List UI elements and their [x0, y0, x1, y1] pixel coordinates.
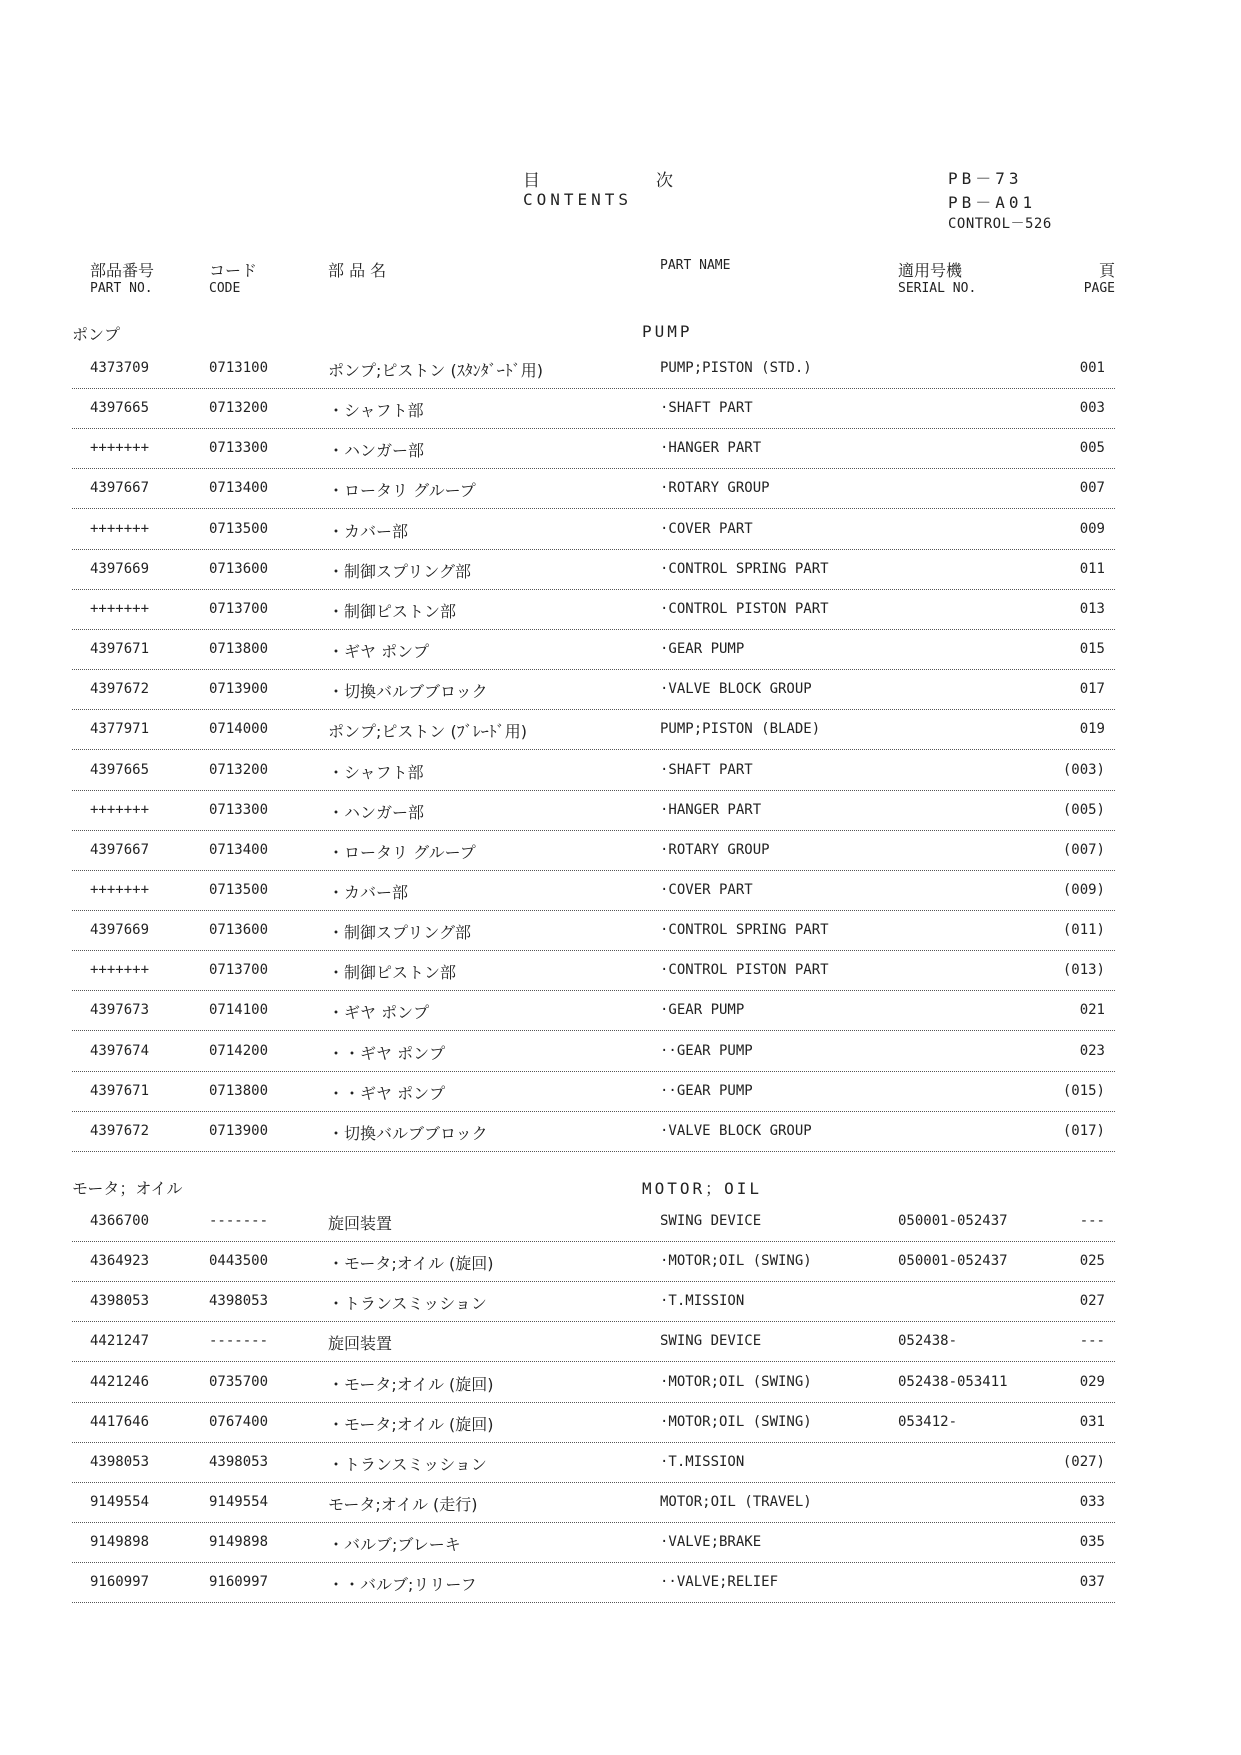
code-cell: 0713300 [209, 801, 269, 818]
part-number-cell: 4421246 [90, 1373, 150, 1390]
part-name-jp-cell: ・モータ;オイル (旋回) [328, 1374, 494, 1394]
part-number-cell: 4373709 [90, 360, 150, 376]
table-row [72, 348, 1115, 389]
part-name-en-cell: SWING DEVICE [660, 1213, 762, 1229]
title-en: CONTENTS [523, 190, 633, 209]
part-name-jp-cell: ・トランスミッション [328, 1294, 487, 1314]
part-name-en-cell: ·GEAR PUMP [660, 641, 745, 658]
table-row [72, 1281, 1115, 1322]
doc-code-3: CONTROL－526 [948, 216, 1052, 232]
code-cell: 0713500 [209, 520, 269, 537]
code-cell: 9149898 [209, 1534, 269, 1551]
page-cell: --- [1079, 1333, 1105, 1350]
code-cell: 4398053 [209, 1453, 269, 1470]
serial-number-cell: 050001-052437 [898, 1253, 1008, 1270]
page-cell: 021 [1079, 1002, 1105, 1019]
part-name-jp-cell: ・制御ピストン部 [328, 963, 457, 983]
part-name-jp-cell: ・ロータリ グループ [328, 842, 476, 862]
serial-number-cell: 053412- [898, 1413, 958, 1430]
page-cell: 015 [1079, 641, 1105, 658]
page-cell: (009) [1062, 881, 1105, 898]
code-cell: 0714100 [209, 1002, 269, 1019]
header-name-jp: 部 品 名 [328, 261, 387, 280]
part-name-jp-cell: ・制御スプリング部 [328, 923, 472, 943]
page-cell: 003 [1079, 400, 1105, 417]
code-cell: 0713900 [209, 681, 269, 698]
part-name-en-cell: ·CONTROL SPRING PART [660, 922, 829, 939]
page-cell: (003) [1062, 761, 1105, 778]
part-number-cell: +++++++ [90, 520, 150, 537]
title-jp [523, 166, 673, 191]
page-cell: 001 [1079, 360, 1105, 376]
section-title-en: PUMP [642, 322, 693, 341]
part-number-cell: 4364923 [90, 1253, 150, 1270]
part-name-jp-cell: ・ギヤ ポンプ [328, 642, 430, 662]
table-row [72, 1362, 1115, 1403]
code-cell: 0713700 [209, 600, 269, 617]
part-number-cell: 4397672 [90, 681, 150, 698]
part-number-cell: +++++++ [90, 440, 150, 457]
part-number-cell: 4397669 [90, 922, 150, 939]
code-cell: 0713200 [209, 400, 269, 417]
table-row [72, 509, 1115, 550]
part-name-jp-cell: ・シャフト部 [328, 401, 424, 421]
part-number-cell: 4397672 [90, 1122, 150, 1139]
header-part-jp: 部品番号 [90, 261, 155, 280]
doc-code-1: PB－73 [948, 169, 1023, 188]
part-number-cell: 4397665 [90, 400, 150, 417]
part-number-cell: 4397674 [90, 1042, 150, 1059]
table-row [72, 1482, 1115, 1523]
part-name-en-cell: PUMP;PISTON (BLADE) [660, 721, 821, 738]
page-cell: (007) [1062, 841, 1105, 858]
part-name-jp-cell: ・モータ;オイル (旋回) [328, 1254, 494, 1274]
part-name-en-cell: ·T.MISSION [660, 1453, 745, 1470]
part-number-cell: 4397665 [90, 761, 150, 778]
code-cell: 0713600 [209, 922, 269, 939]
code-cell: 0713500 [209, 881, 269, 898]
code-cell: 0713700 [209, 962, 269, 979]
part-name-jp-cell: モータ;オイル (走行) [328, 1495, 478, 1515]
header-serial-en: SERIAL NO. [898, 281, 977, 296]
part-name-en-cell: ·MOTOR;OIL (SWING) [660, 1253, 812, 1270]
table-row [72, 870, 1115, 911]
table-row [72, 589, 1115, 630]
table-row [72, 950, 1115, 991]
part-name-en-cell: ·MOTOR;OIL (SWING) [660, 1413, 812, 1430]
code-cell: ------- [209, 1333, 269, 1350]
part-number-cell: 4398053 [90, 1453, 150, 1470]
section-title-en: MOTOR；OIL [642, 1179, 763, 1198]
part-number-cell: +++++++ [90, 801, 150, 818]
table-row [72, 1201, 1115, 1242]
page-cell: 031 [1079, 1413, 1105, 1430]
table-row [72, 990, 1115, 1031]
part-name-jp-cell: 旋回装置 [328, 1334, 393, 1354]
code-cell: 0714000 [209, 721, 269, 738]
header-code-en: CODE [209, 281, 241, 296]
part-name-en-cell: ·VALVE;BRAKE [660, 1534, 762, 1551]
part-number-cell: 4397667 [90, 841, 150, 858]
table-row [72, 1522, 1115, 1563]
page-cell: 005 [1079, 440, 1105, 457]
part-name-jp-cell: ・シャフト部 [328, 762, 424, 782]
table-row [72, 629, 1115, 670]
part-name-jp-cell: ・切換バルブブロック [328, 1123, 488, 1143]
part-name-en-cell: PUMP;PISTON (STD.) [660, 360, 812, 376]
page-cell: --- [1079, 1213, 1105, 1229]
page-cell: (015) [1062, 1082, 1105, 1099]
part-number-cell: 9149554 [90, 1494, 150, 1511]
page-cell: (017) [1062, 1122, 1105, 1139]
table-row [72, 790, 1115, 831]
part-name-jp-cell: ・切換バルブブロック [328, 682, 488, 702]
code-cell: 0713800 [209, 641, 269, 658]
serial-number-cell: 052438-053411 [898, 1373, 1008, 1390]
part-name-jp-cell: 旋回装置 [328, 1214, 393, 1233]
code-cell: 0443500 [209, 1253, 269, 1270]
part-name-en-cell: ·ROTARY GROUP [660, 841, 770, 858]
page-cell: 019 [1079, 721, 1105, 738]
title-jp-2: 次 [656, 171, 673, 191]
page-cell: 033 [1079, 1494, 1105, 1511]
part-name-en-cell: ·GEAR PUMP [660, 1002, 745, 1019]
code-cell: 0713100 [209, 360, 269, 376]
table-row [72, 709, 1115, 750]
part-name-jp-cell: ポンプ;ピストン (ﾌﾞﾚｰﾄﾞ用) [328, 722, 527, 742]
part-name-en-cell: ··GEAR PUMP [660, 1082, 753, 1099]
table-row [72, 388, 1115, 429]
code-cell: 9160997 [209, 1574, 269, 1591]
page-cell: (013) [1062, 962, 1105, 979]
table-row [72, 1402, 1115, 1443]
page-cell: (027) [1062, 1453, 1105, 1470]
table-row [72, 549, 1115, 590]
section-title-jp: ポンプ [72, 325, 121, 344]
part-name-en-cell: ·VALVE BLOCK GROUP [660, 681, 812, 698]
page-cell: 013 [1079, 600, 1105, 617]
page-cell: 037 [1079, 1574, 1105, 1591]
table-row [72, 1071, 1115, 1112]
part-name-en-cell: ·SHAFT PART [660, 761, 753, 778]
part-name-jp-cell: ・トランスミッション [328, 1454, 487, 1474]
page-cell: 027 [1079, 1293, 1105, 1310]
part-name-en-cell: ·HANGER PART [660, 440, 762, 457]
code-cell: 0735700 [209, 1373, 269, 1390]
part-name-jp-cell: ・ロータリ グループ [328, 481, 476, 501]
table-row [72, 1111, 1115, 1152]
code-cell: 0713800 [209, 1082, 269, 1099]
part-name-en-cell: SWING DEVICE [660, 1333, 762, 1350]
part-number-cell: 4397673 [90, 1002, 150, 1019]
part-name-en-cell: ·MOTOR;OIL (SWING) [660, 1373, 812, 1390]
part-number-cell: +++++++ [90, 962, 150, 979]
part-name-jp-cell: ・ハンガー部 [328, 802, 425, 822]
code-cell: ------- [209, 1213, 269, 1229]
table-row [72, 669, 1115, 710]
table-row [72, 1031, 1115, 1072]
code-cell: 0767400 [209, 1413, 269, 1430]
header-code-jp: コード [209, 261, 258, 280]
part-name-en-cell: ·VALVE BLOCK GROUP [660, 1122, 812, 1139]
part-name-jp-cell: ・・バルブ;リリーフ [328, 1575, 477, 1595]
part-number-cell: 4366700 [90, 1213, 150, 1229]
part-number-cell: 4397671 [90, 1082, 150, 1099]
part-name-en-cell: ·ROTARY GROUP [660, 480, 770, 497]
page-cell: 023 [1079, 1042, 1105, 1059]
part-name-jp-cell: ・・ギヤ ポンプ [328, 1083, 446, 1103]
part-number-cell: 4398053 [90, 1293, 150, 1310]
table-row [72, 428, 1115, 469]
part-name-en-cell: MOTOR;OIL (TRAVEL) [660, 1494, 812, 1511]
table-row [72, 468, 1115, 509]
code-cell: 0713400 [209, 841, 269, 858]
page-cell: 017 [1079, 681, 1105, 698]
part-number-cell: 4377971 [90, 721, 150, 738]
page-cell: 035 [1079, 1534, 1105, 1551]
part-number-cell: +++++++ [90, 881, 150, 898]
header-name-en: PART NAME [660, 258, 731, 273]
part-name-jp-cell: ・モータ;オイル (旋回) [328, 1414, 494, 1434]
page-cell: (005) [1062, 801, 1105, 818]
code-cell: 4398053 [209, 1293, 269, 1310]
part-name-jp-cell: ・カバー部 [328, 521, 409, 541]
code-cell: 0713200 [209, 761, 269, 778]
part-name-en-cell: ·T.MISSION [660, 1293, 745, 1310]
table-row [72, 1562, 1115, 1603]
code-cell: 9149554 [209, 1494, 269, 1511]
doc-code-2: PB－A01 [948, 193, 1037, 212]
code-cell: 0713600 [209, 560, 269, 577]
part-name-jp-cell: ・バルブ;ブレーキ [328, 1535, 461, 1555]
title-jp-1: 目 [523, 171, 540, 191]
table-row [72, 750, 1115, 791]
part-number-cell: 9149898 [90, 1534, 150, 1551]
part-number-cell: 4397671 [90, 641, 150, 658]
part-name-en-cell: ·CONTROL PISTON PART [660, 600, 829, 617]
part-name-en-cell: ·COVER PART [660, 881, 753, 898]
section-title-jp: モータ；オイル [72, 1179, 183, 1198]
part-name-en-cell: ·COVER PART [660, 520, 753, 537]
part-name-jp-cell: ・ギヤ ポンプ [328, 1003, 430, 1023]
page-cell: 009 [1079, 520, 1105, 537]
page-cell: 007 [1079, 480, 1105, 497]
header-serial-jp: 適用号機 [898, 261, 963, 280]
part-number-cell: +++++++ [90, 600, 150, 617]
serial-number-cell: 052438- [898, 1333, 958, 1350]
code-cell: 0713300 [209, 440, 269, 457]
page-cell: (011) [1062, 922, 1105, 939]
page-cell: 011 [1079, 560, 1105, 577]
table-row [72, 1442, 1115, 1483]
code-cell: 0713900 [209, 1122, 269, 1139]
part-number-cell: 4421247 [90, 1333, 150, 1350]
part-number-cell: 4397667 [90, 480, 150, 497]
table-row [72, 910, 1115, 951]
part-name-en-cell: ··GEAR PUMP [660, 1042, 753, 1059]
code-cell: 0714200 [209, 1042, 269, 1059]
part-name-en-cell: ··VALVE;RELIEF [660, 1574, 779, 1591]
part-name-en-cell: ·HANGER PART [660, 801, 762, 818]
part-name-jp-cell: ・カバー部 [328, 882, 409, 902]
header-page-jp: 頁 [1098, 261, 1115, 280]
serial-number-cell: 050001-052437 [898, 1213, 1008, 1229]
part-name-en-cell: ·CONTROL PISTON PART [660, 962, 829, 979]
table-row [72, 1321, 1115, 1362]
part-number-cell: 9160997 [90, 1574, 150, 1591]
part-name-jp-cell: ・制御スプリング部 [328, 561, 472, 581]
part-name-en-cell: ·CONTROL SPRING PART [660, 560, 829, 577]
header-page-en: PAGE [1083, 281, 1115, 296]
table-row [72, 830, 1115, 871]
page-cell: 029 [1079, 1373, 1105, 1390]
part-number-cell: 4417646 [90, 1413, 150, 1430]
code-cell: 0713400 [209, 480, 269, 497]
header-part-en: PART NO. [90, 281, 153, 296]
part-name-en-cell: ·SHAFT PART [660, 400, 753, 417]
part-name-jp-cell: ・制御ピストン部 [328, 601, 457, 621]
part-number-cell: 4397669 [90, 560, 150, 577]
page-cell: 025 [1079, 1253, 1105, 1270]
part-name-jp-cell: ・ハンガー部 [328, 441, 425, 461]
table-row [72, 1241, 1115, 1282]
part-name-jp-cell: ポンプ;ピストン (ｽﾀﾝﾀﾞｰﾄﾞ用) [328, 361, 543, 380]
part-name-jp-cell: ・・ギヤ ポンプ [328, 1043, 446, 1063]
